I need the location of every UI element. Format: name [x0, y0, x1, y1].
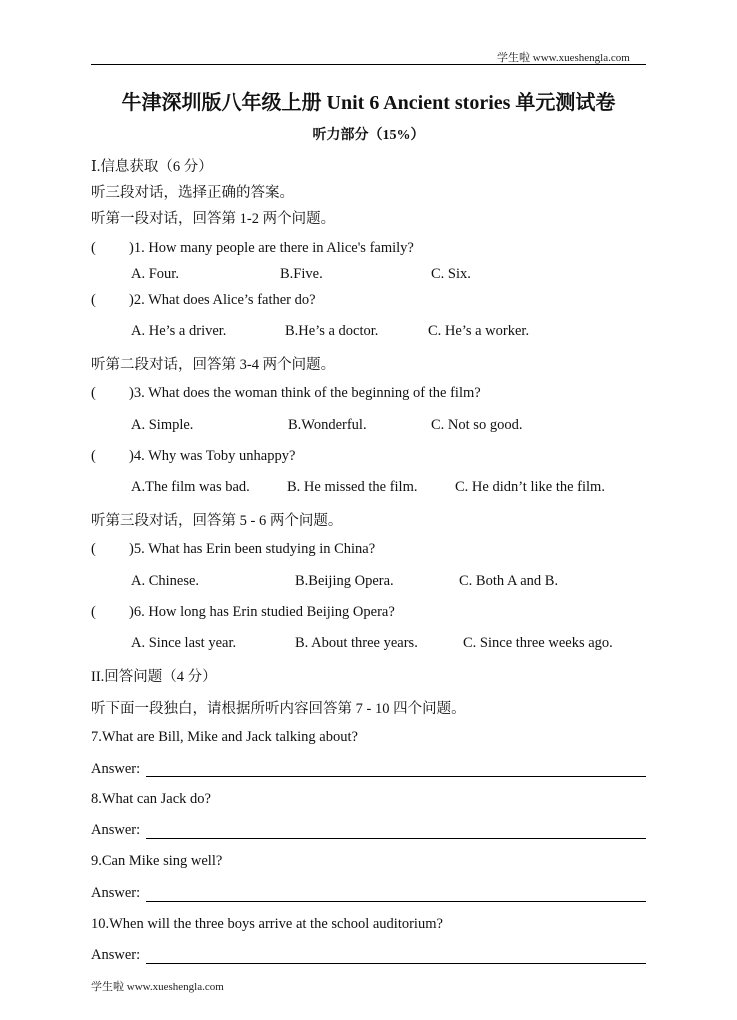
answer-9-line[interactable] — [146, 901, 646, 902]
question-10-text: 10.When will the three boys arrive at the school auditorium? — [91, 916, 443, 932]
question-paren: ( — [91, 240, 96, 256]
question-2-stem: )2. What does Alice’s father do? — [129, 292, 316, 308]
question-4-stem: )4. Why was Toby unhappy? — [129, 448, 296, 464]
dialog1-instruction: 听第一段对话，回答第 1-2 两个问题。 — [91, 211, 336, 227]
question-paren: ( — [91, 604, 96, 620]
q1-option-c: C. Six. — [431, 266, 471, 282]
question-8-text: 8.What can Jack do? — [91, 791, 211, 807]
question-6-stem: )6. How long has Erin studied Beijing Opera? — [129, 604, 395, 620]
answer-label: Answer: — [91, 761, 141, 777]
answer-10-line[interactable] — [146, 963, 646, 964]
question-paren: ( — [91, 448, 96, 464]
question-3-stem: )3. What does the woman think of the beginning of the film? — [129, 385, 481, 401]
q5-option-b: B.Beijing Opera. — [295, 573, 394, 589]
question-paren: ( — [91, 385, 96, 401]
answer-label: Answer: — [91, 822, 141, 838]
dialog3-instruction: 听第三段对话，回答第 5 - 6 两个问题。 — [91, 513, 343, 529]
q1-option-b: B.Five. — [280, 266, 323, 282]
dialog2-instruction: 听第二段对话，回答第 3-4 两个问题。 — [91, 357, 336, 373]
question-7-text: 7.What are Bill, Mike and Jack talking about? — [91, 729, 358, 745]
q5-option-c: C. Both A and B. — [459, 573, 559, 589]
q2-option-c: C. He’s a worker. — [428, 323, 530, 339]
answer-label: Answer: — [91, 947, 141, 963]
answer-7-line[interactable] — [146, 776, 646, 777]
footer-site: 学生啦 www.xueshengla.com — [91, 981, 224, 993]
q2-option-b: B.He’s a doctor. — [285, 323, 379, 339]
header-rule — [91, 64, 646, 65]
page-title: 牛津深圳版八年级上册 Unit 6 Ancient stories 单元测试卷 — [121, 92, 616, 114]
q3-option-b: B.Wonderful. — [288, 417, 367, 433]
question-paren: ( — [91, 541, 96, 557]
q4-option-b: B. He missed the film. — [287, 479, 418, 495]
section2-heading: II.回答问题（4 分） — [91, 669, 217, 685]
q6-option-a: A. Since last year. — [131, 635, 237, 651]
section2-instruction: 听下面一段独白，请根据所听内容回答第 7 - 10 四个问题。 — [91, 701, 466, 717]
header-site: 学生啦 www.xueshengla.com — [497, 52, 630, 64]
q5-option-a: A. Chinese. — [131, 573, 200, 589]
q3-option-c: C. Not so good. — [431, 417, 523, 433]
q6-option-b: B. About three years. — [295, 635, 418, 651]
q4-option-c: C. He didn’t like the film. — [455, 479, 605, 495]
page-subtitle: 听力部分（15%） — [312, 128, 425, 143]
question-5-stem: )5. What has Erin been studying in China? — [129, 541, 376, 557]
section1-heading: Ⅰ.信息获取（6 分） — [91, 159, 213, 175]
q4-option-a: A.The film was bad. — [131, 479, 250, 495]
answer-8-line[interactable] — [146, 838, 646, 839]
q3-option-a: A. Simple. — [131, 417, 194, 433]
q2-option-a: A. He’s a driver. — [131, 323, 227, 339]
question-paren: ( — [91, 292, 96, 308]
q1-option-a: A. Four. — [131, 266, 179, 282]
answer-label: Answer: — [91, 885, 141, 901]
question-9-text: 9.Can Mike sing well? — [91, 853, 223, 869]
q6-option-c: C. Since three weeks ago. — [463, 635, 613, 651]
section1-instruction: 听三段对话，选择正确的答案。 — [91, 185, 294, 201]
question-1-stem: )1. How many people are there in Alice's family? — [129, 240, 414, 256]
